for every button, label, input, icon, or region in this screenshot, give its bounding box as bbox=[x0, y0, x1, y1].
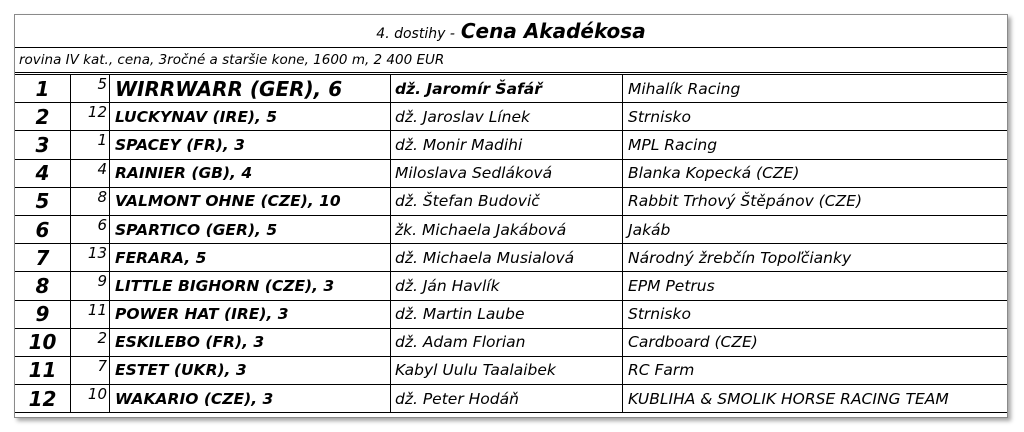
jockey-name: dž. Jaromír Šafář bbox=[391, 75, 623, 103]
horse-name: SPACEY (FR), 3 bbox=[110, 131, 391, 159]
start-number: 9 bbox=[71, 272, 110, 300]
jockey-name: dž. Ján Havlík bbox=[391, 272, 623, 300]
result-row bbox=[15, 328, 1007, 356]
start-number: 12 bbox=[71, 103, 110, 131]
race-conditions: rovina IV kat., cena, 3ročné a staršie kone, 1600 m, 2 400 EUR bbox=[15, 48, 1007, 73]
start-number: 11 bbox=[71, 300, 110, 328]
finish-position: 1 bbox=[15, 75, 71, 103]
finish-position: 12 bbox=[15, 385, 71, 413]
horse-name: VALMONT OHNE (CZE), 10 bbox=[110, 187, 391, 215]
jockey-name: Kabyl Uulu Taalaibek bbox=[391, 356, 623, 384]
owner-name: Národný žrebčín Topoľčianky bbox=[623, 244, 1008, 272]
results-sheet bbox=[14, 14, 1008, 418]
result-row bbox=[15, 187, 1007, 215]
result-row bbox=[15, 244, 1007, 272]
finish-position: 11 bbox=[15, 356, 71, 384]
owner-name: Mihalík Racing bbox=[623, 75, 1008, 103]
result-row bbox=[15, 131, 1007, 159]
start-number: 7 bbox=[71, 356, 110, 384]
start-number: 8 bbox=[71, 187, 110, 215]
result-row bbox=[15, 272, 1007, 300]
jockey-name: dž. Martin Laube bbox=[391, 300, 623, 328]
jockey-name: dž. Štefan Budovič bbox=[391, 187, 623, 215]
start-number: 1 bbox=[71, 131, 110, 159]
result-row bbox=[15, 75, 1007, 103]
finish-position: 7 bbox=[15, 244, 71, 272]
owner-name: Cardboard (CZE) bbox=[623, 328, 1008, 356]
owner-name: RC Farm bbox=[623, 356, 1008, 384]
owner-name: Strnisko bbox=[623, 300, 1008, 328]
horse-name: LITTLE BIGHORN (CZE), 3 bbox=[110, 272, 391, 300]
result-row bbox=[15, 300, 1007, 328]
finish-position: 8 bbox=[15, 272, 71, 300]
result-row bbox=[15, 385, 1007, 413]
finish-position: 5 bbox=[15, 187, 71, 215]
horse-name: WIRRWARR (GER), 6 bbox=[110, 75, 391, 103]
jockey-name: dž. Peter Hodáň bbox=[391, 385, 623, 413]
start-number: 6 bbox=[71, 215, 110, 243]
horse-name: ESKILEBO (FR), 3 bbox=[110, 328, 391, 356]
owner-name: Jakáb bbox=[623, 215, 1008, 243]
jockey-name: dž. Adam Florian bbox=[391, 328, 623, 356]
start-number: 10 bbox=[71, 385, 110, 413]
jockey-name: dž. Jaroslav Línek bbox=[391, 103, 623, 131]
result-row bbox=[15, 159, 1007, 187]
start-number: 13 bbox=[71, 244, 110, 272]
results-table bbox=[15, 74, 1007, 413]
horse-name: FERARA, 5 bbox=[110, 244, 391, 272]
result-row bbox=[15, 356, 1007, 384]
finish-position: 4 bbox=[15, 159, 71, 187]
race-title bbox=[15, 15, 1007, 48]
horse-name: POWER HAT (IRE), 3 bbox=[110, 300, 391, 328]
horse-name: LUCKYNAV (IRE), 5 bbox=[110, 103, 391, 131]
finish-position: 3 bbox=[15, 131, 71, 159]
race-number: 4. dostihy - bbox=[376, 26, 455, 42]
horse-name: SPARTICO (GER), 5 bbox=[110, 215, 391, 243]
finish-position: 6 bbox=[15, 215, 71, 243]
owner-name: Rabbit Trhový Štěpánov (CZE) bbox=[623, 187, 1008, 215]
result-row bbox=[15, 215, 1007, 243]
start-number: 2 bbox=[71, 328, 110, 356]
finish-position: 10 bbox=[15, 328, 71, 356]
jockey-name: dž. Michaela Musialová bbox=[391, 244, 623, 272]
horse-name: RAINIER (GB), 4 bbox=[110, 159, 391, 187]
start-number: 4 bbox=[71, 159, 110, 187]
race-name: Cena Akadékosa bbox=[460, 19, 646, 43]
horse-name: ESTET (UKR), 3 bbox=[110, 356, 391, 384]
owner-name: EPM Petrus bbox=[623, 272, 1008, 300]
owner-name: Strnisko bbox=[623, 103, 1008, 131]
finish-position: 9 bbox=[15, 300, 71, 328]
start-number: 5 bbox=[71, 75, 110, 103]
horse-name: WAKARIO (CZE), 3 bbox=[110, 385, 391, 413]
owner-name: Blanka Kopecká (CZE) bbox=[623, 159, 1008, 187]
jockey-name: žk. Michaela Jakábová bbox=[391, 215, 623, 243]
result-row bbox=[15, 103, 1007, 131]
owner-name: KUBLIHA & SMOLIK HORSE RACING TEAM bbox=[623, 385, 1008, 413]
jockey-name: Miloslava Sedláková bbox=[391, 159, 623, 187]
jockey-name: dž. Monir Madihi bbox=[391, 131, 623, 159]
finish-position: 2 bbox=[15, 103, 71, 131]
owner-name: MPL Racing bbox=[623, 131, 1008, 159]
